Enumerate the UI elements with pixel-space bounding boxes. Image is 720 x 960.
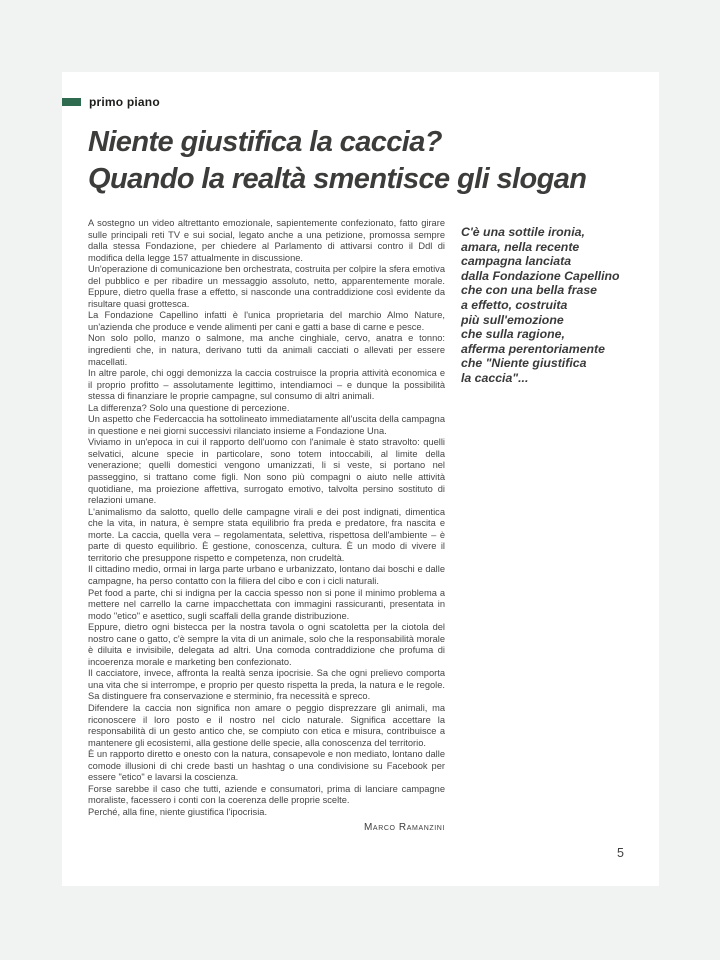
article-content <box>88 218 641 834</box>
article-title <box>88 124 586 198</box>
kicker <box>62 95 160 109</box>
body-paragraph: La Fondazione Capellino infatti è l'unica proprietaria del marchio Almo Nature, un'azienda che produce e vende alimenti per cani e gatti a base di carne e pesce. <box>88 310 445 332</box>
body-paragraph: Il cittadino medio, ormai in larga parte urbano e urbanizzato, lontano dai boschi e dalle campagne, ha perso contatto con la filiera del cibo e con i cicli naturali. <box>88 564 445 586</box>
pull-quote-line: la caccia"... <box>461 370 529 385</box>
body-paragraph: Un aspetto che Federcaccia ha sottolineato immediatamente all'uscita della campagna in questione e nei giorni successivi rilanciato insieme a Fondazione Una. <box>88 414 445 436</box>
body-paragraph: La differenza? Solo una questione di percezione. <box>88 402 290 413</box>
page-number: 5 <box>617 846 624 860</box>
pull-quote-line: amara, nella recente <box>461 239 580 254</box>
body-paragraph: Difendere la caccia non significa non amare o peggio disprezzare gli animali, ma riconoscere il loro posto e il nostro nel ciclo naturale. Significa accettare la responsabilità di un gesto antico che, se compiuto con etica e misura, contribuisce a mantenere gli ecosistemi, alla gestione delle specie, alla conoscenza del territorio. <box>88 702 445 748</box>
pull-quote-line: campagna lanciata <box>461 254 572 269</box>
body-paragraph: A sostegno un video altrettanto emozionale, sapientemente confezionato, fatto girare sulle principali reti TV e sui social, legato anche a una petizione, promossa sempre dalla stessa Fondazione, per chiedere al Parlamento di attivarsi contro il Ddl di modifica della legge 157 attualmente in discussione. <box>88 218 445 263</box>
pull-quote-line: più sull'emozione <box>461 312 564 327</box>
magazine-page <box>62 72 659 886</box>
article-title-line1: Niente giustifica la caccia? <box>88 126 442 158</box>
kicker-accent-bar <box>62 98 81 106</box>
article-body <box>88 218 445 834</box>
body-paragraph: Perché, alla fine, niente giustifica l'ipocrisia. <box>88 806 268 817</box>
body-paragraph: Il cacciatore, invece, affronta la realtà senza ipocrisie. Sa che ogni prelievo comporta una vita che si interrompe, e proprio per questo rispetta la preda, la natura e le regole. Sa distinguere fra conservazione e sterminio, fra necessità e spreco. <box>88 668 445 702</box>
body-paragraph: Non solo pollo, manzo o salmone, ma anche cinghiale, cervo, anatra e tonno: ingredienti che, in natura, derivano tutti da animali cacciati o allevati per essere macellati. <box>88 333 445 367</box>
pull-quote <box>461 225 641 386</box>
body-paragraph: Pet food a parte, chi si indigna per la caccia spesso non si pone il minimo problema a mettere nel carrello la carne impacchettata con immagini rassicuranti, presentata in modo "etico" e asettico, sugli scaffali della grande distribuzione. <box>88 587 445 621</box>
pull-quote-line: C'è una sottile ironia, <box>461 225 585 239</box>
body-paragraph: In altre parole, chi oggi demonizza la caccia costruisce la propria attività economica e il proprio profitto – assolutamente legittimo, intendiamoci – e dunque la possibilità stessa di finanziare le proprie campagne, sul consumo di altri animali. <box>88 368 445 402</box>
body-paragraph: Viviamo in un'epoca in cui il rapporto dell'uomo con l'animale è stato stravolto: quelli selvatici, alcune specie in particolare, sono totem intoccabili, al limite della venerazione; quelli domestici vengono umanizzati, li si veste, si portano nel passeggino, si trattano come figli. Non sono più compagni o aiuto nelle attività quotidiane, ma proiezione affettiva, surrogato emotivo, talvolta persino sostituto di relazioni umane. <box>88 437 445 506</box>
body-paragraph: L'animalismo da salotto, quello delle campagne virali e dei post indignati, dimentica che la vita, in natura, è sempre stata equilibrio fra preda e predatore, fra nascita e morte. La caccia, quella vera – regolamentata, selettiva, rispettosa dell'ambiente – è parte di questo equilibrio. È gestione, conoscenza, cultura. È un modo di vivere il territorio che presuppone rispetto e competenza, non crudeltà. <box>88 506 445 563</box>
article-title-line2: Quando la realtà smentisce gli slogan <box>88 163 587 195</box>
pull-quote-line: che sulla ragione, <box>461 327 565 342</box>
body-paragraph: Forse sarebbe il caso che tutti, aziende e consumatori, prima di lanciare campagne moraliste, facessero i conti con la coerenza delle proprie scelte. <box>88 783 445 806</box>
body-paragraph: Eppure, dietro ogni bistecca per la nostra tavola o ogni scatoletta per la ciotola del nostro cane o gatto, c'è sempre la vita di un animale, solo che la responsabilità morale è diluita e invisibile, delegata ad altri. Una comoda contraddizione che profuma di incoerenza morale e marketing ben confezionato. <box>88 622 445 667</box>
author-byline: Marco Ramanzini <box>364 822 445 834</box>
body-paragraph: Un'operazione di comunicazione ben orchestrata, costruita per colpire la sfera emotiva del pubblico e per ribadire un messaggio assoluto, netto, apparentemente morale. Eppure, dietro quella frase a effetto, si nasconde una contraddizione così evidente da risultare quasi grottesca. <box>88 264 445 309</box>
pull-quote-line: che con una bella frase <box>461 283 597 298</box>
body-paragraph: È un rapporto diretto e onesto con la natura, consapevole e non mediato, lontano dalle comode illusioni di chi crede basti un hashtag o una condivisione su Facebook per essere "etico" e lavarsi la coscienza. <box>88 749 445 783</box>
pull-quote-line: a effetto, costruita <box>461 297 568 312</box>
pull-quote-line: dalla Fondazione Capellino <box>461 268 620 283</box>
pull-quote-line: che "Niente giustifica <box>461 356 587 371</box>
kicker-label: primo piano <box>89 95 160 109</box>
pull-quote-line: afferma perentoriamente <box>461 341 605 356</box>
